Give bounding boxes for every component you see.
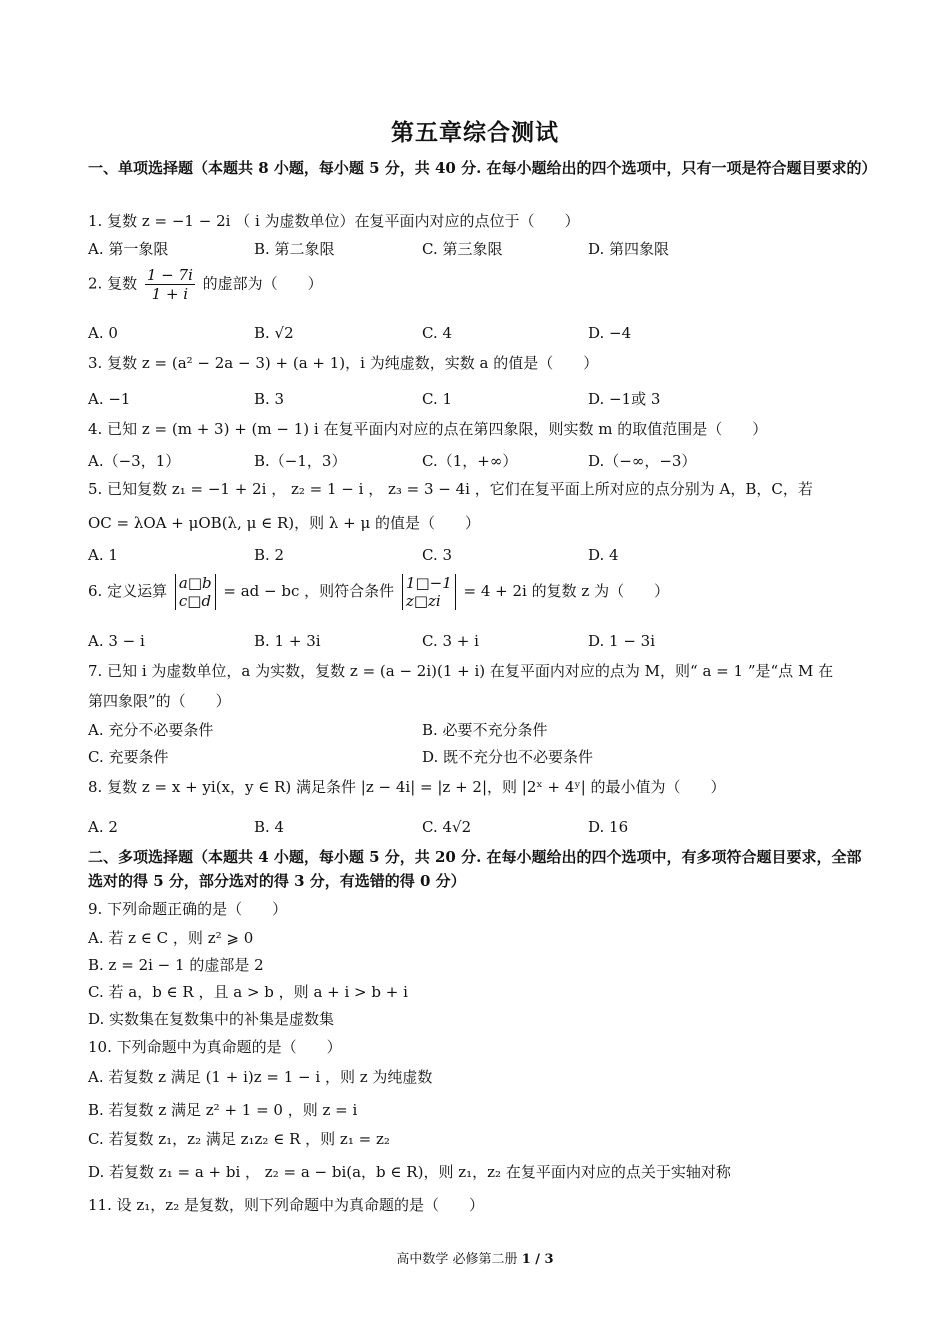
page-number: 1 / 3: [521, 1252, 554, 1267]
question-5-line-1: 5. 已知复数 z₁ = −1 + 2i ， z₂ = 1 − i ， z₃ = 3 − 4i ，它们在复平面上所对应的点分别为 A，B，C，若: [88, 480, 813, 498]
question-10-option-b: B. 若复数 z 满足 z² + 1 = 0 ，则 z = i: [88, 1101, 358, 1119]
option-c: C. 充要条件: [88, 748, 169, 766]
question-6-suffix: = 4 + 2i 的复数 z 为（ ）: [463, 582, 670, 600]
question-9-option-a: A. 若 z ∈ C ，则 z² ⩾ 0: [88, 929, 254, 947]
option-d: D. 第四象限: [588, 240, 670, 258]
question-8-options: [88, 816, 878, 838]
option-b: B.（−1，3）: [254, 452, 347, 470]
option-d: D. 1 − 3i: [588, 632, 656, 650]
option-d: D. −1或 3: [588, 390, 661, 408]
question-1-options: [88, 238, 878, 260]
page-title: 第五章综合测试: [391, 119, 559, 146]
fraction: [145, 266, 195, 303]
determinant-row-top: a□b: [178, 574, 212, 592]
question-1: 1. 复数 z = −1 − 2i （ i 为虚数单位）在复平面内对应的点位于（ ）: [88, 212, 580, 230]
option-d: D. −4: [588, 324, 632, 342]
question-6-prefix: 6. 定义运算: [88, 582, 168, 600]
question-2-suffix: 的虚部为（ ）: [202, 274, 323, 293]
option-c: C. 3: [422, 546, 453, 564]
question-11: 11. 设 z₁，z₂ 是复数，则下列命题中为真命题的是（ ）: [88, 1196, 484, 1214]
determinant-row-bottom: c□d: [178, 592, 212, 610]
question-5-line-2: OC = λOA + μOB(λ, μ ∈ R)，则 λ + μ 的值是（ ）: [88, 514, 481, 532]
question-9-option-d: D. 实数集在复数集中的补集是虚数集: [88, 1010, 335, 1028]
fraction-denominator: 1 + i: [151, 285, 189, 303]
option-d: D. 16: [588, 818, 629, 836]
section-heading-single-choice: 一、单项选择题（本题共 8 小题，每小题 5 分，共 40 分. 在每小题给出的四个选项中，只有一项是符合题目要求的）: [88, 159, 877, 177]
option-b: B. 2: [254, 546, 285, 564]
option-a: A. 1: [88, 546, 118, 564]
option-b: B. √2: [254, 324, 294, 342]
fraction-numerator: 1 − 7i: [146, 266, 193, 284]
question-4: 4. 已知 z = (m + 3) + (m − 1) i 在复平面内对应的点在第四象限，则实数 m 的取值范围是（ ）: [88, 420, 768, 438]
option-a: A. 3 − i: [88, 632, 145, 650]
question-3-options: [88, 388, 878, 410]
option-c: C. 1: [422, 390, 453, 408]
question-7-options-row-2: [88, 746, 878, 768]
option-a: A.（−3，1）: [88, 452, 181, 470]
option-a: A. 第一象限: [88, 240, 169, 258]
question-9: 9. 下列命题正确的是（ ）: [88, 900, 288, 918]
option-b: B. 必要不充分条件: [422, 721, 548, 739]
question-10-option-c: C. 若复数 z₁，z₂ 满足 z₁z₂ ∈ R ，则 z₁ = z₂: [88, 1130, 390, 1148]
option-d: D.（−∞，−3）: [588, 452, 697, 470]
question-5-options: [88, 544, 878, 566]
option-c: C.（1，+∞）: [422, 452, 518, 470]
determinant-condition: [402, 574, 456, 610]
determinant-definition: [175, 574, 216, 610]
question-9-option-b: B. z = 2i − 1 的虚部是 2: [88, 956, 264, 974]
page-footer: [0, 1248, 950, 1267]
determinant-row-bottom: z□zi: [405, 592, 441, 610]
option-c: C. 4: [422, 324, 453, 342]
option-d: D. 既不充分也不必要条件: [422, 748, 594, 766]
option-b: B. 1 + 3i: [254, 632, 321, 650]
question-8: 8. 复数 z = x + yi(x，y ∈ R) 满足条件 |z − 4i| = |z + 2|，则 |2ˣ + 4ʸ| 的最小值为（ ）: [88, 778, 726, 796]
option-a: A. 0: [88, 324, 118, 342]
option-b: B. 4: [254, 818, 285, 836]
option-c: C. 4√2: [422, 818, 472, 836]
question-6-middle: = ad − bc ，则符合条件: [223, 582, 395, 600]
question-2: [88, 266, 878, 303]
option-c: C. 3 + i: [422, 632, 479, 650]
question-10-option-d: D. 若复数 z₁ = a + bi ， z₂ = a − bi(a，b ∈ R)，则 z₁，z₂ 在复平面内对应的点关于实轴对称: [88, 1163, 731, 1181]
question-6-options: [88, 630, 878, 652]
question-6: [88, 574, 878, 610]
question-10: 10. 下列命题中为真命题的是（ ）: [88, 1038, 342, 1056]
option-c: C. 第三象限: [422, 240, 503, 258]
option-a: A. 充分不必要条件: [88, 721, 214, 739]
option-a: A. 2: [88, 818, 118, 836]
option-a: A. −1: [88, 390, 131, 408]
question-2-prefix: 2. 复数: [88, 274, 138, 293]
question-7-options-row-1: [88, 719, 878, 741]
question-7-line-1: 7. 已知 i 为虚数单位，a 为实数，复数 z = (a − 2i)(1 + i) 在复平面内对应的点为 M，则“ a = 1 ”是“点 M 在: [88, 662, 834, 680]
question-2-options: [88, 322, 878, 344]
question-9-option-c: C. 若 a，b ∈ R ，且 a > b ，则 a + i > b + i: [88, 983, 408, 1001]
option-d: D. 4: [588, 546, 619, 564]
determinant-row-top: 1□−1: [405, 574, 452, 592]
footer-text: 高中数学 必修第二册: [396, 1252, 518, 1267]
option-b: B. 3: [254, 390, 285, 408]
question-4-options: [88, 450, 878, 472]
question-3: 3. 复数 z = (a² − 2a − 3) + (a + 1)，i 为纯虚数，实数 a 的值是（ ）: [88, 354, 599, 372]
option-b: B. 第二象限: [254, 240, 335, 258]
question-7-line-2: 第四象限”的（ ）: [88, 692, 231, 710]
question-10-option-a: A. 若复数 z 满足 (1 + i)z = 1 − i ，则 z 为纯虚数: [88, 1068, 433, 1086]
section-heading-multiple-choice: 二、多项选择题（本题共 4 小题，每小题 5 分，共 20 分. 在每小题给出的四个选项中，有多项符合题目要求，全部选对的得 5 分，部分选对的得 3 分，有选错的得 0 分）: [88, 848, 862, 890]
